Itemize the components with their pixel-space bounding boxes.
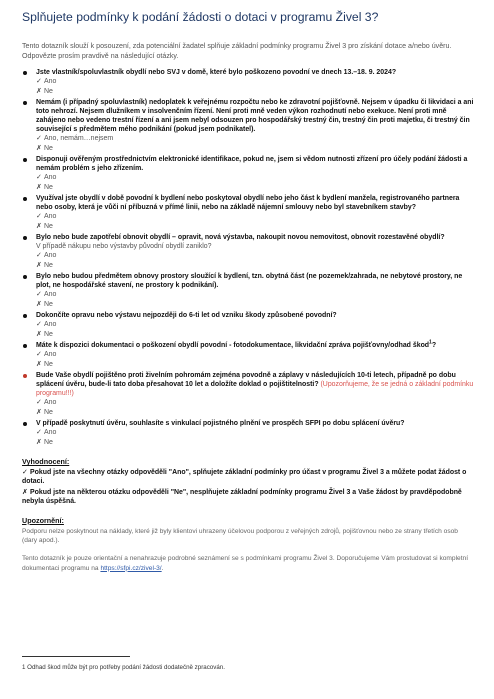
check-icon: ✓: [36, 351, 42, 359]
question-text: [36, 155, 474, 173]
answer-no[interactable]: [36, 330, 474, 339]
question-list: [22, 68, 474, 447]
answer-label: Ano: [44, 429, 57, 437]
question-text: [36, 194, 474, 212]
question-text: [36, 341, 474, 350]
intro-text: Tento dotazník slouží k posouzení, zda potenciální žadatel splňuje základní podmínky programu Živel 3 pro získání dotace a/nebo úvěru. Odpovězte prosím pravdivě na následující otázky.: [22, 42, 452, 60]
answer-label: Ano: [44, 252, 57, 260]
bullet-icon: [23, 314, 27, 318]
question-item: [22, 341, 474, 369]
answer-label: Ne: [44, 87, 53, 95]
program-link[interactable]: https://sfpi.cz/zivel-3/: [100, 564, 162, 572]
answer-no[interactable]: [36, 408, 474, 417]
answer-label: Ano: [44, 291, 57, 299]
answer-label: Ne: [44, 144, 53, 152]
closing-end: .: [161, 564, 164, 572]
answer-no[interactable]: [36, 144, 474, 153]
answer-label: Ne: [44, 300, 53, 308]
question-item: [22, 155, 474, 192]
check-icon: ✓: [36, 252, 42, 260]
evaluation-title: Vyhodnocení:: [22, 457, 70, 467]
answer-label: Ano, nemám…nejsem: [44, 135, 114, 143]
question-item: [22, 272, 474, 309]
question-text: [36, 98, 474, 134]
bullet-icon: [23, 236, 27, 240]
cross-icon: ✗: [36, 360, 42, 368]
answer-no[interactable]: [36, 261, 474, 270]
bullet-icon: [23, 344, 27, 348]
footnote: 1 Odhad škod může být pro potřeby podání žádosti dodatečně zpracován.: [22, 664, 225, 671]
document-page: [22, 10, 474, 573]
check-icon: ✓: [36, 135, 42, 143]
answer-no[interactable]: [36, 87, 474, 96]
answer-label: Ano: [44, 78, 57, 86]
bullet-icon: [23, 422, 27, 426]
question-main-text: Bylo nebo budou předmětem obnovy prostory sloužící k bydlení, tzn. obytná část (ne pozemek/zahrada, ne nebytové prostory, ne plot, ne hospodářské stavení, ne prostory k podnikání).: [36, 273, 463, 290]
cross-icon: ✗: [36, 144, 42, 152]
question-main-text: Máte k dispozici dokumentaci o poškození obydlí povodní - fotodokumentace, likvidační zpráva pojišťovny/odhad škod: [36, 342, 430, 350]
answer-yes[interactable]: [36, 212, 474, 221]
check-icon: ✓: [36, 321, 42, 329]
question-warning-note: (Upozorňujeme, že se jedná o základní podmínku programu!!!): [36, 381, 474, 398]
answer-label: Ne: [44, 183, 53, 191]
evaluation-yes: [22, 468, 474, 486]
answer-label: Ne: [44, 222, 53, 230]
answer-label: Ne: [44, 330, 53, 338]
answer-label: Ano: [44, 399, 57, 407]
check-icon: ✓: [22, 469, 28, 477]
cross-icon: ✗: [36, 87, 42, 95]
question-text: [36, 272, 474, 290]
question-main-text: Jste vlastník/spoluvlastník obydlí nebo SVJ v domě, které bylo poškozeno povodní ve dnech 13.–18. 9. 2024?: [36, 69, 397, 77]
check-icon: ✓: [36, 213, 42, 221]
answer-label: Ne: [44, 360, 53, 368]
answer-label: Ano: [44, 213, 57, 221]
answer-no[interactable]: [36, 360, 474, 369]
question-main-text: Nemám (i případný spoluvlastník) nedoplatek k veřejnému rozpočtu nebo ke zdravotní pojišťovně. Nejsem v úpadku či likvidaci a ani toto nehrozí. Nejsem dlužníkem v insolvenčním řízení. Není proti mně veden výkon rozhodnutí nebo exekuce. Není proti mně zahájeno nebo vedeno trestní řízení a ani jsem nebyl odsouzen pro hospodářský trestný čin, trestný čin proti majetku, či trestný čin související s předmětem mého podnikání (pokud jsem podnikatel).: [36, 99, 474, 134]
question-item: [22, 194, 474, 231]
answer-yes[interactable]: [36, 428, 474, 437]
question-item: [22, 371, 474, 417]
question-main-text: V případě poskytnutí úvěru, souhlasíte s vinkulací pojistného plnění ve prospěch SFPI po dobu splácení úvěru?: [36, 420, 405, 428]
answer-no[interactable]: [36, 438, 474, 447]
answer-label: Ano: [44, 174, 57, 182]
question-main-text: Využíval jste obydlí v době povodní k bydlení nebo poskytoval obydlí nebo jeho část k bydlení manžela, registrovaného partnera nebo osoby, která je vůči ní příbuzná v přímé linii, nebo na základě nájemní smlouvy nebo byl stavebníkem stavby?: [36, 195, 460, 212]
evaluation-yes-text: Pokud jste na všechny otázky odpověděli "Ano", splňujete základní podmínky pro účast v programu Živel 3 a můžete podat žádost o dotaci.: [22, 469, 467, 486]
question-item: [22, 311, 474, 339]
answer-yes[interactable]: [36, 251, 474, 260]
check-icon: ✓: [36, 399, 42, 407]
question-text: [36, 419, 474, 428]
bullet-icon: [23, 197, 27, 201]
question-end: ?: [431, 342, 437, 350]
footnote-ref: 1: [429, 339, 432, 346]
bullet-icon: [23, 158, 27, 162]
answer-label: Ano: [44, 321, 57, 329]
closing-text: Tento dotazník je pouze orientační a nenahrazuje podrobné seznámení se s podmínkami programu Živel 3. Doporučujeme Vám prostudovat si kompletní dokumentaci programu na: [22, 555, 469, 572]
bullet-icon: [23, 71, 27, 75]
question-text: [36, 311, 474, 320]
bullet-icon: [23, 374, 27, 378]
cross-icon: ✗: [36, 408, 42, 416]
check-icon: ✓: [36, 429, 42, 437]
answer-label: Ne: [44, 408, 53, 416]
cross-icon: ✗: [22, 488, 28, 496]
question-item: [22, 419, 474, 447]
warning-title: Upozornění:: [22, 515, 64, 525]
closing-paragraph: [22, 554, 474, 572]
answer-label: Ne: [44, 438, 53, 446]
question-item: [22, 98, 474, 153]
question-main-text: Dokončíte opravu nebo výstavu nejpozději do 6-ti let od vzniku škody způsobené povodní?: [36, 312, 337, 320]
answer-label: Ano: [44, 351, 57, 359]
evaluation-no-text: Pokud jste na některou otázku odpověděli "Ne", nesplňujete základní podmínky programu Živel 3 a Vaše žádost by pravděpodobně nebyla úspěšná.: [22, 488, 462, 505]
answer-yes[interactable]: [36, 320, 474, 329]
question-item: [22, 233, 474, 270]
check-icon: ✓: [36, 174, 42, 182]
answer-yes[interactable]: [36, 350, 474, 359]
page-title: Splňujete podmínky k podání žádosti o dotaci v programu Živel 3?: [22, 10, 379, 24]
check-icon: ✓: [36, 291, 42, 299]
evaluation-no: [22, 488, 474, 506]
cross-icon: ✗: [36, 183, 42, 191]
cross-icon: ✗: [36, 330, 42, 338]
answer-yes[interactable]: [36, 134, 474, 143]
cross-icon: ✗: [36, 300, 42, 308]
answer-yes[interactable]: [36, 398, 474, 407]
answer-label: Ne: [44, 261, 53, 269]
answer-no[interactable]: [36, 300, 474, 309]
answer-yes[interactable]: [36, 290, 474, 299]
question-text: [36, 68, 474, 77]
bullet-icon: [23, 101, 27, 105]
question-main-text: Disponuji ověřeným prostřednictvím elektronické identifikace, pokud ne, jsem si vědom nutnosti zřízení pro účely podání žádosti a nemám problém s jeho zřízením.: [36, 156, 468, 173]
question-main-text: Bylo nebo bude zapotřebí obnovit obydlí – opravit, nová výstavba, nakoupit novou nemovitost, obnovit rozestavěné obydlí?: [36, 234, 445, 242]
check-icon: ✓: [36, 78, 42, 86]
bullet-icon: [23, 275, 27, 279]
question-text: [36, 233, 474, 242]
answer-yes[interactable]: [36, 173, 474, 182]
question-text: [36, 371, 474, 398]
answer-no[interactable]: [36, 222, 474, 231]
cross-icon: ✗: [36, 222, 42, 230]
question-note: V případě nákupu nebo výstavby původní obydlí zaniklo?: [36, 243, 212, 251]
question-item: [22, 68, 474, 96]
warning-text: Podporu nelze poskytnout na náklady, které již byly klientovi uhrazeny účelovou podporou z veřejných zdrojů, pojišťovnou nebo ze strany třetích osob (dary apod.).: [22, 527, 458, 545]
cross-icon: ✗: [36, 438, 42, 446]
footnote-divider: [22, 656, 130, 657]
question-main-text: Bude Vaše obydlí pojištěno proti živelním pohromám zejména povodně a záplavy v následujících 10-ti letech, případně po dobu splácení úvěru, bude-li tato doba přesahovat 10 let a doložíte doklad o pojištitelnosti?: [36, 372, 456, 389]
answer-no[interactable]: [36, 183, 474, 192]
answer-yes[interactable]: [36, 77, 474, 86]
cross-icon: ✗: [36, 261, 42, 269]
